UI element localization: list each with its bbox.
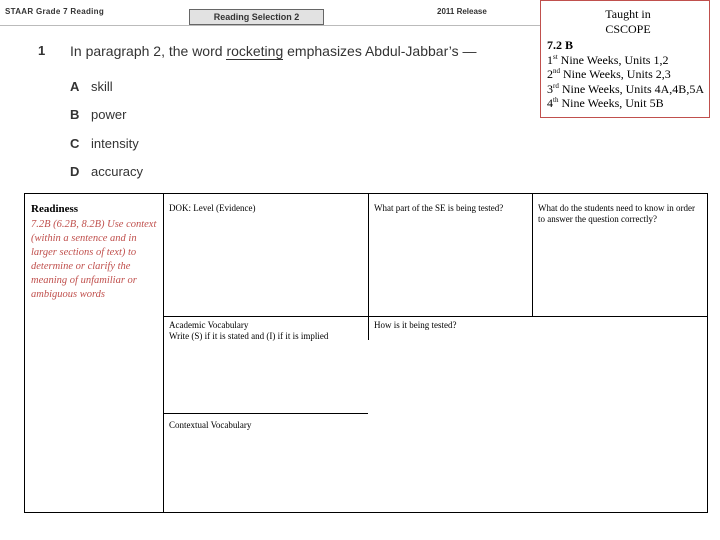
taught-heading-line1: Taught in: [605, 7, 651, 21]
choice-letter: C: [70, 136, 80, 151]
week-row: 3rd Nine Weeks, Units 4A,4B,5A: [547, 81, 704, 96]
choice-d[interactable]: [70, 164, 143, 179]
taught-in-box: [540, 0, 710, 118]
choice-text: accuracy: [91, 164, 144, 179]
choice-c[interactable]: [70, 136, 139, 151]
test-label: STAAR Grade 7 Reading: [5, 7, 105, 16]
choice-text: power: [91, 107, 127, 122]
grid-line: [163, 413, 368, 414]
dok-level-label: DOK: Level (Evidence): [169, 203, 256, 213]
question-key-word: rocketing: [226, 43, 284, 59]
readiness-standard-text: 7.2B (6.2B, 8.2B) Use context (within a sentence and in larger sections of text) to determine or clarify the meaning of unfamiliar or ambiguous words: [31, 219, 157, 300]
header-divider: [0, 25, 540, 26]
week-row: 1st Nine Weeks, Units 1,2: [547, 52, 669, 67]
choice-a[interactable]: [70, 79, 113, 94]
readiness-title: Readiness: [31, 203, 79, 215]
how-tested-label: How is it being tested?: [374, 320, 457, 330]
academic-vocabulary-label: [169, 320, 364, 342]
contextual-vocabulary-label: Contextual Vocabulary: [169, 420, 252, 430]
choice-letter: D: [70, 164, 80, 179]
question-text: [70, 43, 477, 59]
choice-letter: B: [70, 107, 80, 122]
se-code: 7.2 B: [547, 38, 574, 52]
choice-b[interactable]: [70, 107, 126, 122]
selection-label: [189, 9, 324, 25]
taught-heading: [547, 7, 709, 36]
choice-text: intensity: [91, 136, 139, 151]
selection-label-text: Reading Selection 2: [213, 12, 300, 22]
taught-heading-line2: CSCOPE: [605, 21, 651, 36]
question-text-before: In paragraph 2, the word: [70, 43, 227, 59]
choice-letter: A: [70, 79, 80, 94]
academic-vocabulary-title: Academic Vocabulary: [169, 320, 249, 330]
week-row: 2nd Nine Weeks, Units 2,3: [547, 67, 671, 81]
grid-line: [163, 193, 164, 513]
grid-line: [532, 193, 533, 317]
release-label: 2011 Release: [437, 7, 487, 16]
week-row: 4th Nine Weeks, Unit 5B: [547, 96, 664, 110]
question-number: 1: [38, 43, 46, 58]
students-need-label: What do the students need to know in order to answer the question correctly?: [538, 203, 695, 224]
grid-line: [163, 316, 708, 317]
question-text-after: emphasizes Abdul-Jabbar’s —: [283, 43, 477, 59]
choice-text: skill: [91, 79, 113, 94]
grid-line: [368, 193, 369, 340]
academic-vocabulary-instruction: Write (S) if it is stated and (I) if it is implied: [169, 331, 329, 341]
se-tested-label: What part of the SE is being tested?: [374, 203, 504, 213]
